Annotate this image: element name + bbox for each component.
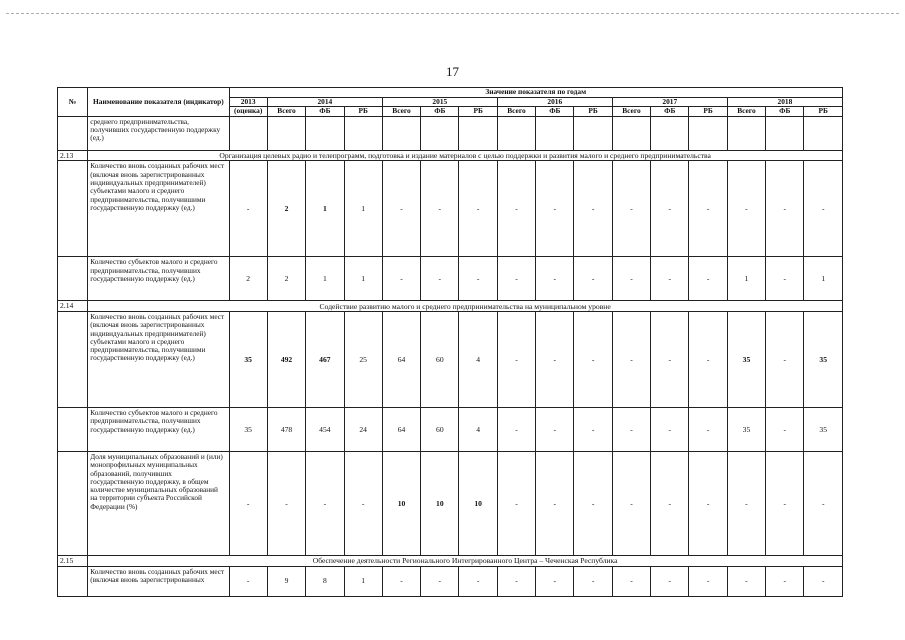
value-cell: - (689, 451, 727, 555)
header-2013-estimate: (оценка) (229, 107, 267, 117)
value-cell: - (766, 407, 804, 451)
value-cell: 35 (229, 407, 267, 451)
page-number: 17 (446, 64, 459, 79)
value-cell (574, 116, 612, 150)
table-row (58, 407, 843, 451)
value-cell: 35 (727, 407, 765, 451)
value-cell: - (689, 161, 727, 257)
header-sub-rb: РБ (344, 107, 382, 117)
value-cell: - (536, 311, 574, 407)
value-cell: - (612, 407, 650, 451)
header-sub-total: Всего (497, 107, 535, 117)
value-cell: - (612, 257, 650, 301)
value-cell: - (497, 451, 535, 555)
value-cell: - (727, 566, 765, 596)
value-cell (382, 116, 420, 150)
value-cell: - (651, 451, 689, 555)
value-cell: 35 (229, 311, 267, 407)
value-cell: - (536, 451, 574, 555)
indicator-name: Количество вновь созданных рабочих мест (включая вновь зарегистрированных индивидуальных предпринимателей) субъектами малого и среднего предпринимательства, получившими государственную поддержку (ед.) (88, 311, 229, 407)
header-year-2018: 2018 (727, 97, 842, 107)
section-number: 2.14 (58, 301, 88, 312)
value-cell: - (689, 566, 727, 596)
section-number: 2.15 (58, 555, 88, 566)
table-row (58, 161, 843, 257)
value-cell: - (612, 311, 650, 407)
value-cell: 35 (804, 311, 843, 407)
value-cell: - (766, 451, 804, 555)
value-cell: - (574, 311, 612, 407)
indicator-name: Доля муниципальных образований и (или) монопрофильных муниципальных образований, получивших государственную поддержку, в общем количестве муниципальных образований на территории субъекта Российской Федерации (%) (88, 451, 229, 555)
value-cell: 10 (382, 451, 420, 555)
value-cell: - (651, 257, 689, 301)
indicator-name: Количество вновь созданных рабочих мест (включая вновь зарегистрированных (88, 566, 229, 596)
value-cell: 1 (727, 257, 765, 301)
value-cell: - (766, 257, 804, 301)
indicator-name: Количество субъектов малого и среднего предпринимательства, получивших государственную поддержку (ед.) (88, 257, 229, 301)
value-cell: - (497, 161, 535, 257)
value-cell (536, 116, 574, 150)
value-cell: 4 (459, 407, 497, 451)
value-cell: - (536, 161, 574, 257)
value-cell (267, 116, 305, 150)
value-cell: - (612, 566, 650, 596)
value-cell: - (229, 451, 267, 555)
header-sub-rb: РБ (574, 107, 612, 117)
value-cell: - (574, 257, 612, 301)
value-cell: - (497, 566, 535, 596)
header-sub-rb: РБ (689, 107, 727, 117)
value-cell: - (651, 161, 689, 257)
value-cell: - (459, 161, 497, 257)
value-cell: - (459, 566, 497, 596)
value-cell: 467 (306, 311, 344, 407)
header-sub-total: Всего (267, 107, 305, 117)
value-cell: 1 (306, 257, 344, 301)
value-cell: 60 (421, 407, 459, 451)
value-cell: - (267, 451, 305, 555)
value-cell: 10 (421, 451, 459, 555)
header-sub-rb: РБ (459, 107, 497, 117)
value-cell: 2 (229, 257, 267, 301)
value-cell: 35 (727, 311, 765, 407)
value-cell: - (574, 566, 612, 596)
header-year-2015: 2015 (382, 97, 497, 107)
value-cell: - (421, 161, 459, 257)
value-cell: 1 (344, 566, 382, 596)
value-cell (766, 116, 804, 150)
value-cell: 478 (267, 407, 305, 451)
value-cell: - (804, 161, 843, 257)
value-cell: - (382, 161, 420, 257)
value-cell: - (344, 451, 382, 555)
indicator-name: Количество вновь созданных рабочих мест (включая вновь зарегистрированных индивидуальных предпринимателей) субъектами малого и среднего предпринимательства, получившими государственную поддержку (ед.) (88, 161, 229, 257)
value-cell (344, 116, 382, 150)
value-cell (689, 116, 727, 150)
header-sub-total: Всего (612, 107, 650, 117)
value-cell: - (766, 311, 804, 407)
value-cell (727, 116, 765, 150)
value-cell: - (229, 161, 267, 257)
value-cell: 64 (382, 311, 420, 407)
value-cell: 1 (804, 257, 843, 301)
value-cell (421, 116, 459, 150)
table-row (58, 566, 843, 596)
section-title: Организация целевых радио и телепрограмм, подготовка и издание материалов с целью поддержки и развития малого и среднего предпринимательства (88, 150, 843, 161)
value-cell: - (612, 451, 650, 555)
value-cell: - (459, 257, 497, 301)
value-cell: 25 (344, 311, 382, 407)
value-cell (229, 116, 267, 150)
value-cell: - (574, 451, 612, 555)
value-cell: 35 (804, 407, 843, 451)
header-indicator-name: Наименование показателя (индикатор) (88, 88, 229, 117)
value-cell (497, 116, 535, 150)
header-number: № (58, 88, 88, 117)
header-sub-rb: РБ (804, 107, 843, 117)
value-cell: 8 (306, 566, 344, 596)
value-cell: 2 (267, 161, 305, 257)
section-row-2-13 (58, 150, 843, 161)
section-row-2-15 (58, 555, 843, 566)
header-year-2013: 2013 (229, 97, 267, 107)
value-cell: 60 (421, 311, 459, 407)
value-cell: - (574, 407, 612, 451)
value-cell: - (536, 407, 574, 451)
value-cell: 454 (306, 407, 344, 451)
value-cell: - (574, 161, 612, 257)
value-cell: - (651, 311, 689, 407)
value-cell: - (497, 257, 535, 301)
header-sub-total: Всего (382, 107, 420, 117)
value-cell: - (766, 161, 804, 257)
value-cell: - (727, 161, 765, 257)
value-cell: - (804, 451, 843, 555)
value-cell: - (382, 566, 420, 596)
value-cell (306, 116, 344, 150)
value-cell: 24 (344, 407, 382, 451)
value-cell: - (497, 311, 535, 407)
value-cell (459, 116, 497, 150)
value-cell: - (421, 566, 459, 596)
value-cell: 1 (344, 257, 382, 301)
value-cell: 1 (344, 161, 382, 257)
value-cell: - (382, 257, 420, 301)
value-cell: - (229, 566, 267, 596)
indicator-table (57, 87, 843, 597)
value-cell (612, 116, 650, 150)
value-cell: - (306, 451, 344, 555)
header-sub-fb: ФБ (651, 107, 689, 117)
table-row (58, 257, 843, 301)
table-row (58, 451, 843, 555)
value-cell: - (497, 407, 535, 451)
value-cell: - (689, 407, 727, 451)
header-sub-fb: ФБ (766, 107, 804, 117)
section-title: Обеспечение деятельности Регионального Интегрированного Центра – Чеченская Республика (88, 555, 843, 566)
scan-top-edge-line (6, 13, 899, 14)
value-cell: - (651, 407, 689, 451)
table-row (58, 116, 843, 150)
value-cell: - (689, 257, 727, 301)
value-cell: - (536, 257, 574, 301)
value-cell: - (421, 257, 459, 301)
header-year-2017: 2017 (612, 97, 727, 107)
value-cell: - (689, 311, 727, 407)
header-year-2014: 2014 (267, 97, 382, 107)
value-cell: - (766, 566, 804, 596)
value-cell (804, 116, 843, 150)
value-cell: - (727, 451, 765, 555)
value-cell: - (536, 566, 574, 596)
table-row (58, 311, 843, 407)
value-cell: - (804, 566, 843, 596)
header-values-by-year: Значение показателя по годам (229, 88, 842, 98)
header-sub-fb: ФБ (536, 107, 574, 117)
value-cell (651, 116, 689, 150)
value-cell: - (612, 161, 650, 257)
value-cell: - (651, 566, 689, 596)
indicator-name: Количество субъектов малого и среднего предпринимательства, получивших государственную поддержку (ед.) (88, 407, 229, 451)
section-title: Содействие развитию малого и среднего предпринимательства на муниципальном уровне (88, 301, 843, 312)
section-row-2-14 (58, 301, 843, 312)
value-cell: 1 (306, 161, 344, 257)
value-cell: 4 (459, 311, 497, 407)
header-sub-total: Всего (727, 107, 765, 117)
value-cell: 64 (382, 407, 420, 451)
header-sub-fb: ФБ (421, 107, 459, 117)
value-cell: 9 (267, 566, 305, 596)
header-sub-fb: ФБ (306, 107, 344, 117)
value-cell: 2 (267, 257, 305, 301)
indicator-name: среднего предпринимательства, получивших государственную поддержку (ед.) (88, 116, 229, 150)
section-number: 2.13 (58, 150, 88, 161)
value-cell: 492 (267, 311, 305, 407)
header-year-2016: 2016 (497, 97, 612, 107)
value-cell: 10 (459, 451, 497, 555)
